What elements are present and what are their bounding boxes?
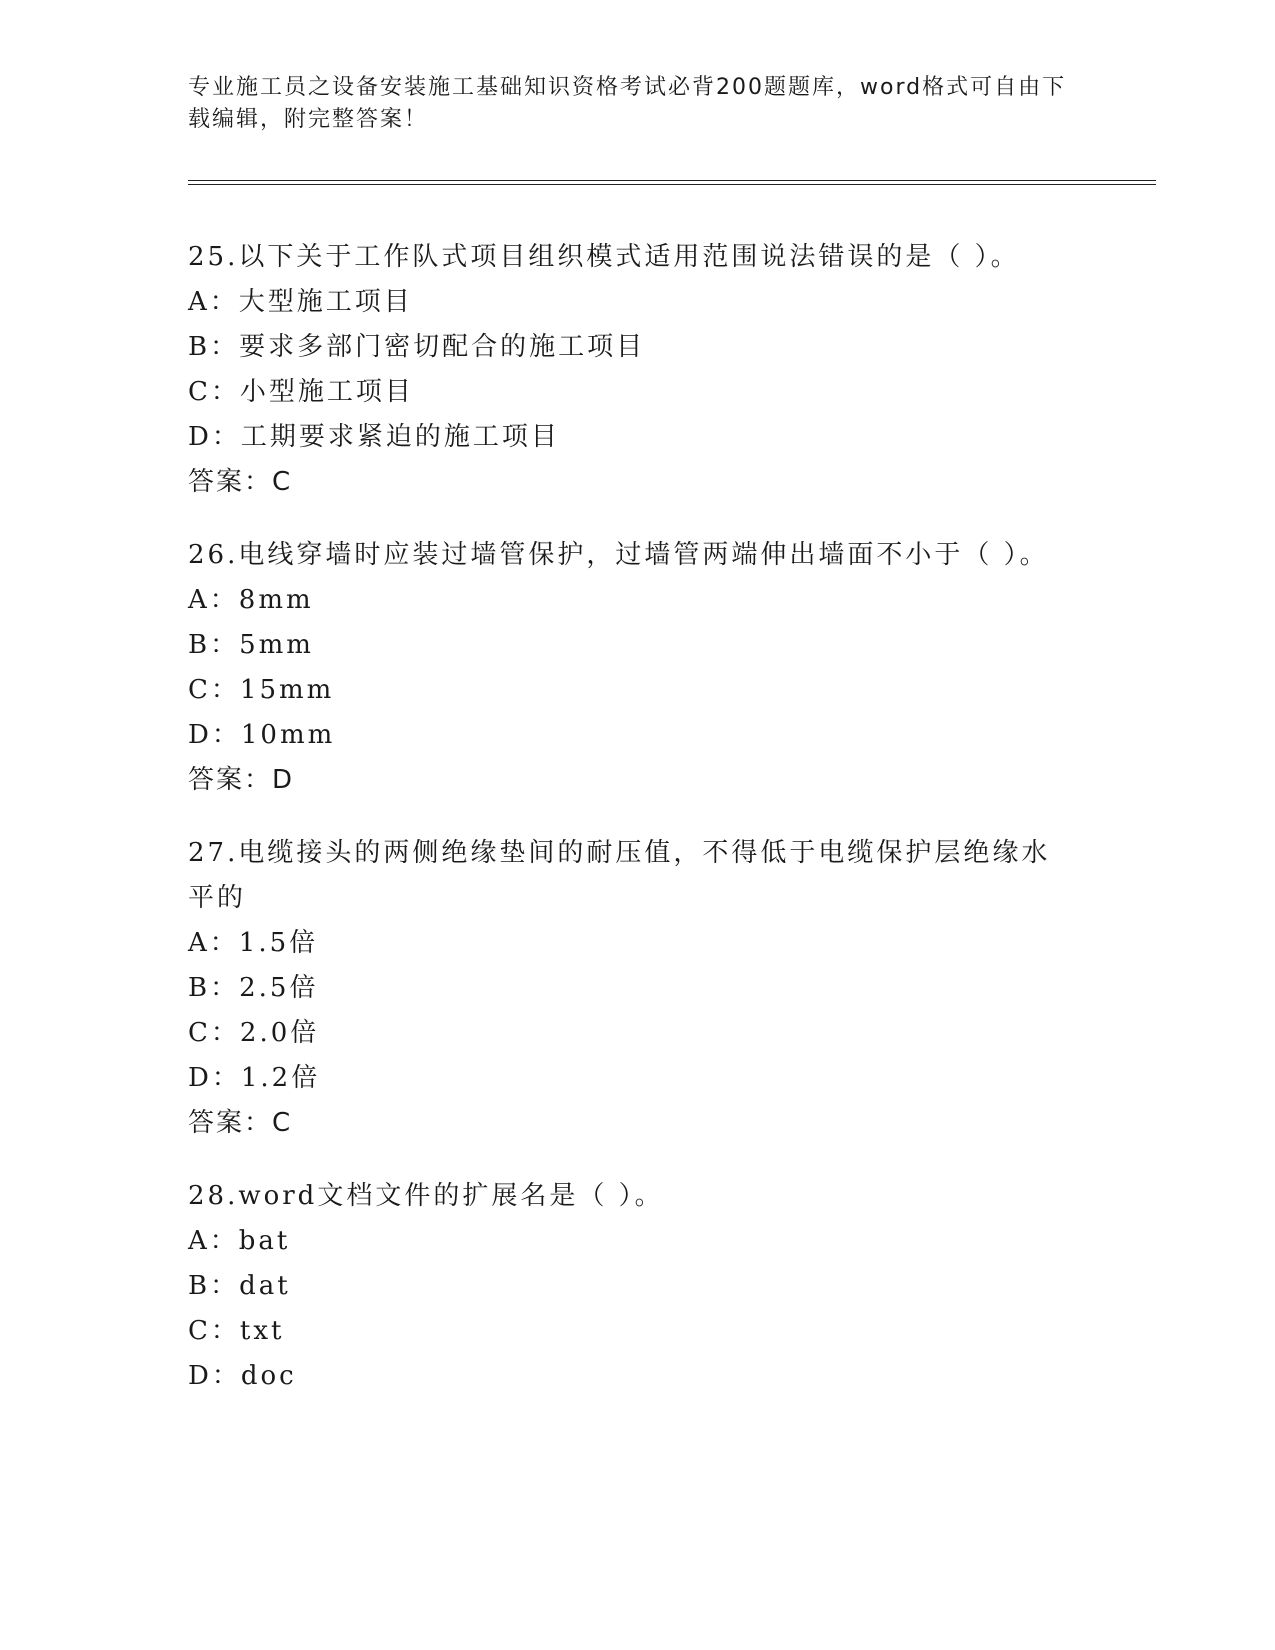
question-27 — [188, 831, 1088, 1146]
option-text: 8mm — [238, 585, 314, 615]
option-d — [188, 1354, 1088, 1399]
option-text: 工期要求紧迫的施工项目 — [240, 422, 560, 452]
question-list — [188, 235, 1088, 1427]
option-text: 大型施工项目 — [238, 287, 413, 317]
option-b — [188, 623, 1088, 668]
option-a — [188, 280, 1088, 325]
option-text: 2.0倍 — [239, 1018, 320, 1048]
option-letter: A： — [188, 928, 239, 958]
option-c — [188, 668, 1088, 713]
option-b — [188, 966, 1088, 1011]
option-c — [188, 1309, 1088, 1354]
answer-label: 答案：C — [188, 1108, 293, 1138]
option-a — [188, 578, 1088, 623]
option-letter: B： — [188, 332, 240, 362]
option-letter: B： — [188, 1271, 240, 1301]
option-text: dat — [239, 1271, 291, 1301]
option-letter: C： — [188, 1316, 240, 1346]
option-letter: C： — [188, 377, 240, 407]
answer-label: 答案：C — [188, 467, 293, 497]
question-stem: 27.电缆接头的两侧绝缘垫间的耐压值，不得低于电缆保护层绝缘水平的 — [188, 838, 1051, 913]
question-stem: 28.word文档文件的扩展名是（ ）。 — [188, 1181, 664, 1211]
option-letter: A： — [188, 585, 239, 615]
option-letter: B： — [188, 630, 240, 660]
answer-label: 答案：D — [188, 765, 295, 795]
question-26 — [188, 533, 1088, 803]
option-letter: A： — [188, 287, 239, 317]
question-stem: 26.电线穿墙时应装过墙管保护，过墙管两端伸出墙面不小于（ ）。 — [188, 540, 1049, 570]
header-divider-top — [188, 180, 1156, 181]
option-text: 15mm — [239, 675, 335, 705]
option-letter: D： — [188, 422, 241, 452]
option-b — [188, 325, 1088, 370]
option-text: 1.5倍 — [238, 928, 319, 958]
document-header: 专业施工员之设备安装施工基础知识资格考试必背200题题库，word格式可自由下载编辑，附完整答案！ — [188, 75, 1067, 132]
option-letter: C： — [188, 1018, 240, 1048]
option-text: 10mm — [240, 720, 336, 750]
option-text: 5mm — [239, 630, 314, 660]
option-c — [188, 370, 1088, 415]
option-c — [188, 1011, 1088, 1056]
question-25 — [188, 235, 1088, 505]
option-b — [188, 1264, 1088, 1309]
option-text: 要求多部门密切配合的施工项目 — [239, 332, 646, 362]
option-letter: B： — [188, 973, 240, 1003]
question-28 — [188, 1174, 1088, 1399]
option-letter: C： — [188, 675, 240, 705]
option-text: 2.5倍 — [239, 973, 319, 1003]
option-a — [188, 1219, 1088, 1264]
option-a — [188, 921, 1088, 966]
option-text: bat — [238, 1226, 291, 1256]
header-divider-bottom — [188, 184, 1156, 185]
option-text: doc — [240, 1361, 297, 1391]
option-letter: D： — [188, 1361, 241, 1391]
option-letter: D： — [188, 720, 241, 750]
option-text: 1.2倍 — [240, 1063, 321, 1093]
option-letter: D： — [188, 1063, 241, 1093]
option-d — [188, 1056, 1088, 1101]
option-d — [188, 415, 1088, 460]
option-d — [188, 713, 1088, 758]
option-letter: A： — [188, 1226, 239, 1256]
option-text: 小型施工项目 — [239, 377, 414, 407]
option-text: txt — [239, 1316, 285, 1346]
question-stem: 25.以下关于工作队式项目组织模式适用范围说法错误的是（ ）。 — [188, 242, 1020, 272]
